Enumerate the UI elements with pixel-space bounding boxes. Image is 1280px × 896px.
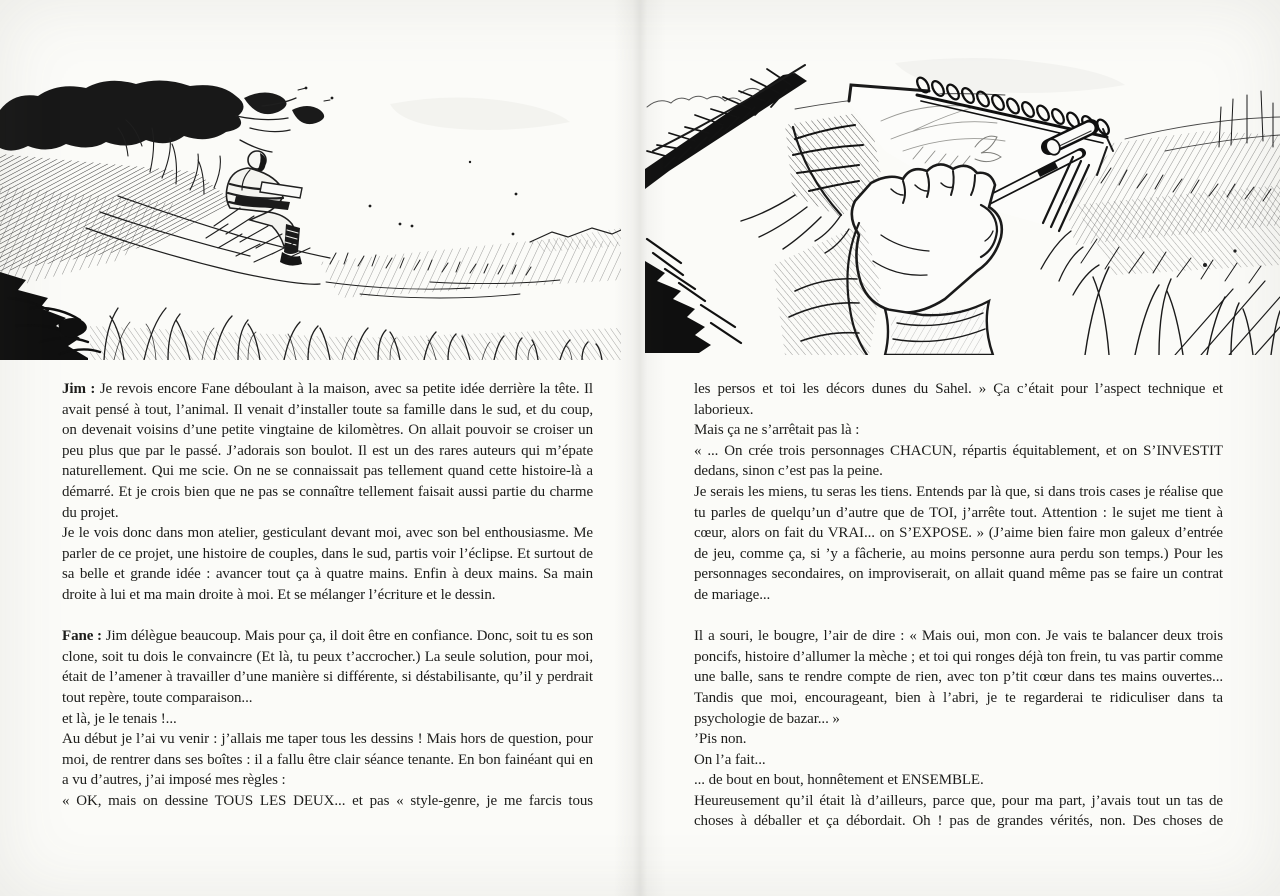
paragraph-text: ... de bout en bout, honnêtement et ENSEMBLE.: [694, 772, 984, 789]
paragraph: [694, 420, 1223, 441]
sleeve: [773, 223, 881, 355]
paragraph-fane: [62, 626, 593, 708]
paragraph: [694, 379, 1223, 420]
right-illustration: [645, 55, 1280, 355]
paragraph: [694, 770, 1223, 791]
right-drawing-strokes: [645, 65, 1280, 355]
paragraph-text: Il a souri, le bougre, l’air de dire : « Mais oui, mon con. Je vais te balancer deux trois poncifs, histoire d’allumer la mèche ; et toi qui ronges déjà ton frein, tu vas partir comme une balle, sans te rendre compte de rien, avec ton p’tit cœur dans tes mains ouvertes... Tandis que moi, encourageant, bien à l’abri, je te regarderai te ridiculiser dans ta psychologie de bazar... »: [694, 628, 1223, 727]
corner-tuft: [645, 239, 741, 353]
paragraph-continued: [694, 791, 1223, 832]
floating-dashes: [298, 88, 330, 101]
foliage-twigs: [236, 98, 296, 152]
paragraph-text: On l’a fait...: [694, 751, 766, 768]
paragraph: [694, 750, 1223, 771]
figure-sock: [284, 224, 300, 254]
right-text-column: [694, 379, 1223, 832]
paragraph-text: Au début je l’ai vu venir : j’allais me taper tous les dessins ! Mais hors de question, pour moi, de rentrer dans ses boîtes : il a fallu être clair séance tenante. En bon fainéant qui en a vu d’autres, j’ai imposé mes règles :: [62, 731, 593, 789]
right-illustration-drawing: [645, 55, 1280, 355]
paragraph: [694, 729, 1223, 750]
paragraph-text: ’Pis non.: [694, 731, 747, 748]
left-text-column: [62, 379, 593, 811]
paragraph-text: Je revois encore Fane déboulant à la maison, avec sa petite idée derrière la tête. Il avait pensé à tout, l’animal. Il venait d’installer toute sa famille dans le sud, et du coup, on devenait voisins d’une petite vingtaine de kilomètres. On allait pouvoir se croiser un peu plus que par le passé. J’adorais son boulot. Il est un des rares auteurs qui m’épate naturellement. Qui me scie. On ne se connaissait pas tellement quand cette histoire-là a démarré. Et je crois bien que ne pas se connaître tellement faisait aussi partie du charme du projet.: [62, 381, 593, 521]
paragraph-text: et là, je le tenais !...: [62, 710, 177, 727]
foliage-mass: [0, 80, 244, 150]
paragraph-text: « ... On crée trois personnages CHACUN, répartis équitablement, et on S’INVESTIT dedans, sinon c’est pas la peine.: [694, 442, 1223, 480]
paragraph: [694, 626, 1223, 729]
paragraph: [694, 482, 1223, 606]
paragraph-text: Mais ça ne s’arrêtait pas là :: [694, 422, 860, 439]
seated-figure: [226, 151, 302, 266]
paragraph-jim: [62, 379, 593, 523]
left-illustration-drawing: [0, 76, 621, 360]
paragraph-text: les persos et toi les décors dunes du Sahel. » Ça c’était pour l’aspect technique et laborieux.: [694, 381, 1223, 418]
speaker-label-fane: Fane :: [62, 628, 102, 645]
speaker-label-jim: Jim :: [62, 381, 96, 397]
scan-smudge: [390, 97, 570, 130]
paragraph-text: Jim délègue beaucoup. Mais pour ça, il doit être en confiance. Donc, soit tu es son clone, soit tu dois le convaincre (Et là, tu peux t’accrocher.) La seule solution, pour moi, était de l’amener à travailler d’une manière si différente, si déstabilisante, qu’il y perdrait tout repère, toute comparaison...: [62, 628, 594, 706]
paragraph-text: Heureusement qu’il était là d’ailleurs, parce que, pour ma part, j’avais tout un tas de choses à déballer et ça débordait. Oh ! pas de grandes vérités, non. Des choses de: [694, 792, 1223, 830]
paragraph: [62, 729, 593, 791]
shadow-mass-radiating-grass: [741, 195, 821, 249]
paragraph-text: Je serais les miens, tu seras les tiens. Entends par là que, si dans trois cases je réalise que tu parles de quelqu’un d’autre que de TOI, j’arrête tout. Attention : le sujet me tient à cœur, alors on fait du VRAI... on S’EXPOSE. » (J’aime bien faire mon galeux d’entrée de jeu, comme ça, si ’y a fâcherie, au moins personne aura perdu son temps.) Pour les personnages secondaires, on improviserait, on allait quand même pas se faire un contrat de mariage...: [694, 483, 1223, 603]
paragraph-continued: [62, 791, 593, 812]
left-illustration: [0, 76, 621, 360]
paragraph-text: Je le vois donc dans mon atelier, gesticulant devant moi, avec son bel enthousiasme. Me parler de ce projet, une histoire de couples, dans le sud, partis voir l’éclipse. Et surtout de sa belle et grande idée : avancer tout ça à quatre mains. Enfin à deux mains. Sa main droite à lui et ma main droite à moi. Et se mélanger l’écriture et le dessin.: [62, 525, 593, 603]
paragraph: [62, 523, 593, 605]
branch: [645, 65, 807, 189]
figure-foot: [280, 252, 302, 266]
paragraph: [62, 709, 593, 730]
paragraph-text: « OK, mais on dessine TOUS LES DEUX... et pas « style-genre, je me farcis tous: [62, 792, 593, 809]
paragraph: [694, 441, 1223, 482]
right-corner-diagonals: [1175, 281, 1280, 355]
